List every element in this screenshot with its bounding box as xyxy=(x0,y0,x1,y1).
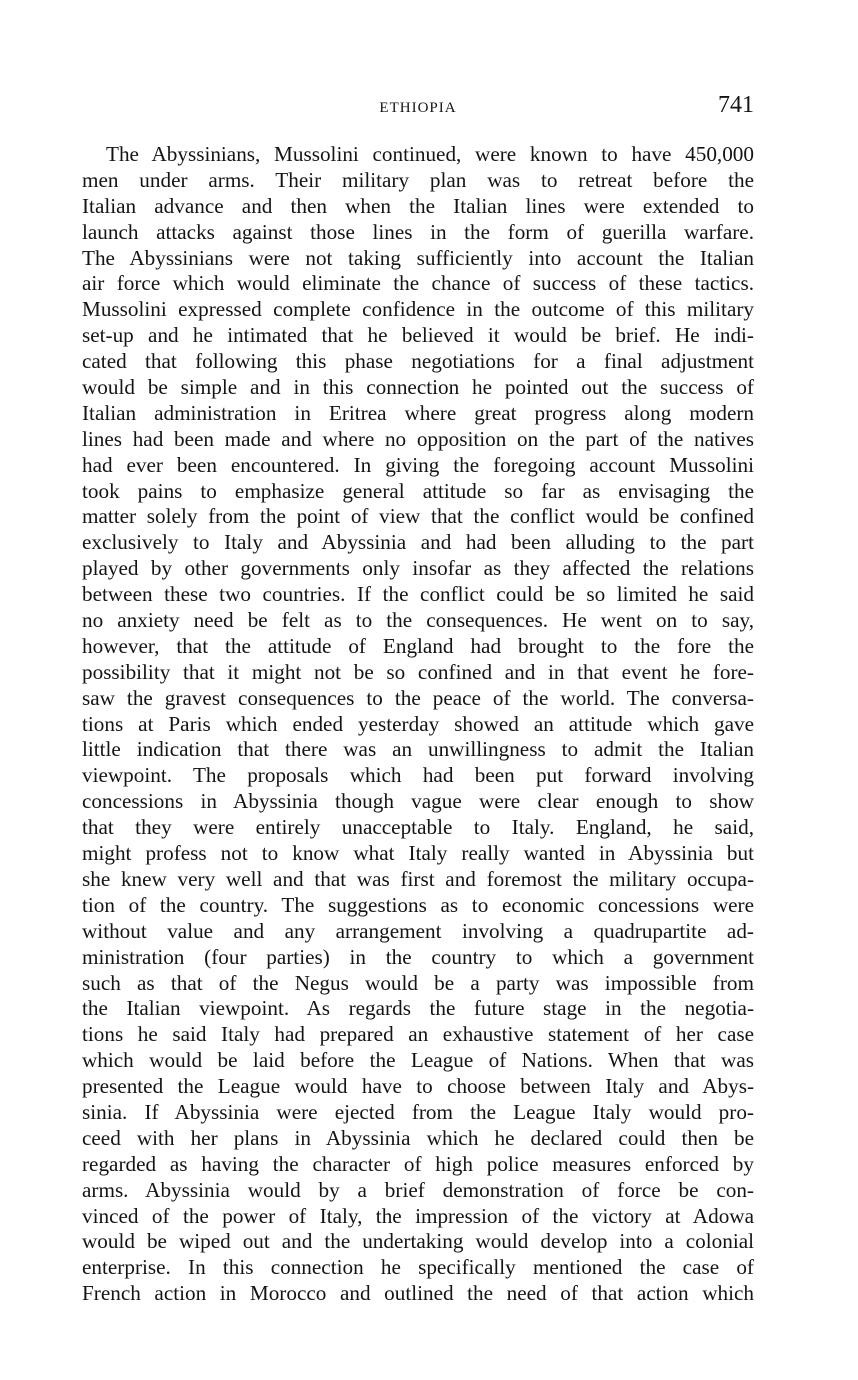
text-line: such as that of the Negus would be a party was impossible from xyxy=(82,970,754,995)
text-line: presented the League would have to choose between Italy and Abys- xyxy=(82,1074,754,1099)
text-line: vinced of the power of Italy, the impression of the victory at Adowa xyxy=(82,1203,754,1228)
text-line: set-up and he intimated that he believed it would be brief. He indi- xyxy=(82,323,754,348)
text-line: air force which would eliminate the chance of success of these tactics. xyxy=(82,271,754,296)
text-line: arms. Abyssinia would by a brief demonstration of force be con- xyxy=(82,1177,754,1202)
text-line: no anxiety need be felt as to the consequences. He went on to say, xyxy=(82,608,754,633)
text-line: The Abyssinians were not taking sufficiently into account the Italian xyxy=(82,245,754,270)
text-line: would be wiped out and the undertaking would develop into a colonial xyxy=(82,1229,754,1254)
text-line: Italian administration in Eritrea where great progress along modern xyxy=(82,400,754,425)
body-paragraph xyxy=(82,142,754,1307)
text-line: ministration (four parties) in the country to which a government xyxy=(82,944,754,969)
text-line: The Abyssinians, Mussolini continued, were known to have 450,000 xyxy=(106,142,754,166)
text-line: viewpoint. The proposals which had been put forward involving xyxy=(82,763,754,788)
text-line: that they were entirely unacceptable to Italy. England, he said, xyxy=(82,815,754,840)
text-line: possibility that it might not be so confined and in that event he fore- xyxy=(82,659,754,684)
running-head: ETHIOPIA xyxy=(379,100,457,116)
text-line: had ever been encountered. In giving the foregoing account Mussolini xyxy=(82,452,754,477)
text-line: little indication that there was an unwillingness to admit the Italian xyxy=(82,737,754,762)
text-line: saw the gravest consequences to the peace of the world. The conversa- xyxy=(82,685,754,710)
text-line: Italian advance and then when the Italian lines were extended to xyxy=(82,193,754,218)
page-header xyxy=(82,92,754,126)
text-line: which would be laid before the League of Nations. When that was xyxy=(82,1048,754,1073)
text-line: launch attacks against those lines in the form of guerilla warfare. xyxy=(82,219,754,244)
text-line: exclusively to Italy and Abyssinia and had been alluding to the part xyxy=(82,530,754,555)
text-line: she knew very well and that was first and foremost the military occupa- xyxy=(82,866,754,891)
text-line: sinia. If Abyssinia were ejected from the League Italy would pro- xyxy=(82,1099,754,1124)
text-line: regarded as having the character of high police measures enforced by xyxy=(82,1151,754,1176)
text-line: played by other governments only insofar as they affected the relations xyxy=(82,556,754,581)
text-line: men under arms. Their military plan was to retreat before the xyxy=(82,167,754,192)
text-line: would be simple and in this connection he pointed out the success of xyxy=(82,375,754,400)
text-line: cated that following this phase negotiations for a final adjustment xyxy=(82,349,754,374)
text-line: might profess not to know what Italy really wanted in Abyssinia but xyxy=(82,841,754,866)
text-line: tions he said Italy had prepared an exhaustive statement of her case xyxy=(82,1022,754,1047)
text-line: ceed with her plans in Abyssinia which he declared could then be xyxy=(82,1125,754,1150)
text-line: lines had been made and where no opposition on the part of the natives xyxy=(82,426,754,451)
text-line: tion of the country. The suggestions as to economic concessions were xyxy=(82,892,754,917)
text-line: tions at Paris which ended yesterday showed an attitude which gave xyxy=(82,711,754,736)
text-line: without value and any arrangement involving a quadrupartite ad- xyxy=(82,918,754,943)
text-line: matter solely from the point of view that the conflict would be confined xyxy=(82,504,754,529)
text-line: Mussolini expressed complete confidence in the outcome of this military xyxy=(82,297,754,322)
text-line: between these two countries. If the conflict could be so limited he said xyxy=(82,582,754,607)
text-line: however, that the attitude of England had brought to the fore the xyxy=(82,633,754,658)
text-line: French action in Morocco and outlined the need of that action which xyxy=(82,1281,754,1306)
text-line: concessions in Abyssinia though vague were clear enough to show xyxy=(82,789,754,814)
text-line: took pains to emphasize general attitude so far as envisaging the xyxy=(82,478,754,503)
text-line: the Italian viewpoint. As regards the future stage in the negotia- xyxy=(82,996,754,1021)
page-number: 741 xyxy=(718,92,754,118)
text-line: enterprise. In this connection he specifically mentioned the case of xyxy=(82,1255,754,1280)
